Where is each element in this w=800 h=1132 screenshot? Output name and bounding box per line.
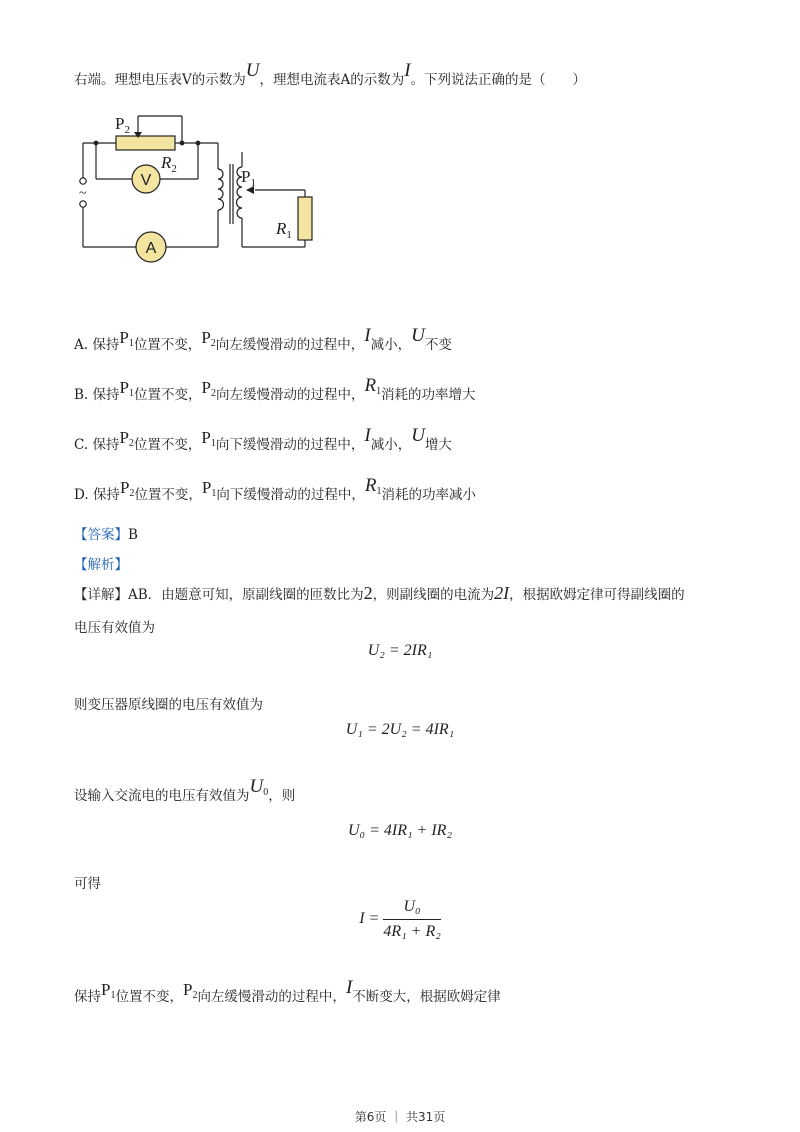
option-text: 位置不变， (133, 337, 202, 353)
symbol-u: U (411, 425, 425, 446)
equation-4 (0, 898, 800, 941)
detail-text: AB．由题意可知，原副线圈的匝数比为 (128, 587, 364, 603)
symbol-r1: $R_1$ (364, 475, 382, 497)
option-b (74, 375, 476, 405)
fraction (383, 898, 440, 941)
symbol-p: $P_2$ (182, 980, 198, 1001)
symbol-i: I (364, 325, 371, 346)
page-footer: 第6页 ｜ 共31页 (354, 1110, 446, 1124)
fraction-numerator: U₀ (383, 898, 440, 920)
option-text: 向左缓慢滑动的过程中， (215, 337, 365, 353)
intro-text-3: 。下列说法正确的是（ ） (410, 72, 587, 88)
detail-text: ，根据欧姆定律可得副线圈的 (509, 587, 685, 603)
option-c (74, 425, 452, 455)
label-p2: $P_2$ (115, 114, 130, 136)
option-text: 向下缓慢滑动的过程中， (215, 437, 365, 453)
detail-text: ，则副线圈的电流为 (372, 587, 495, 603)
option-text: 位置不变， (133, 437, 202, 453)
symbol-i: I (404, 60, 411, 81)
detail-text: 不断变大，根据欧姆定律 (352, 989, 501, 1005)
label-r1: $R_1$ (276, 219, 292, 241)
symbol-u: U (245, 60, 260, 81)
value-2i: 2I (494, 583, 510, 603)
detail-line-1 (74, 583, 685, 604)
answer-value: B (128, 527, 138, 543)
detail-text: 电压有效值为 (74, 620, 155, 636)
symbol-p: $P_1$ (101, 980, 116, 1001)
option-letter: C. (74, 437, 89, 453)
ac-terminal (80, 178, 86, 184)
junction-dot (180, 141, 185, 146)
symbol-u0: $U_0$ (249, 776, 269, 798)
detail-line-6 (74, 977, 501, 1007)
label-voltmeter: V (140, 172, 152, 189)
detail-line-3 (74, 693, 263, 713)
detail-line-2 (74, 616, 155, 636)
symbol-p: $P_1$ (201, 428, 216, 449)
label-r2: $R_2$ (161, 153, 177, 175)
option-text: 位置不变， (134, 487, 202, 503)
analysis-line (74, 553, 128, 573)
option-text: 不变 (424, 337, 452, 353)
label-p1: $P_1$ (241, 167, 256, 189)
option-text: 向左缓慢滑动的过程中， (215, 387, 365, 403)
option-text: 向下缓慢滑动的过程中， (216, 487, 365, 503)
label-ammeter: A (145, 240, 157, 257)
option-a (74, 325, 452, 355)
symbol-p: $P_2$ (119, 478, 135, 499)
detail-tag: 【详解】 (74, 587, 128, 603)
detail-text: 向左缓慢滑动的过程中， (197, 989, 346, 1005)
option-letter: B. (74, 387, 89, 403)
circuit-diagram (70, 112, 330, 282)
option-letter: A. (74, 337, 89, 353)
option-text: 增大 (424, 437, 452, 453)
equation-1 (0, 642, 800, 660)
option-d (74, 475, 476, 505)
symbol-r1: $R_1$ (364, 375, 382, 397)
detail-text: 设输入交流电的电压有效值为 (74, 788, 250, 804)
equation-lhs: I = (359, 910, 380, 928)
equation-3 (0, 822, 800, 840)
ac-terminal (80, 201, 86, 207)
equation-text: U₂ = 2IR₁ (367, 642, 433, 659)
symbol-u: U (411, 325, 425, 346)
symbol-p: $P_1$ (119, 378, 134, 399)
ac-symbol: ~ (79, 186, 87, 201)
analysis-tag: 【解析】 (74, 557, 128, 573)
detail-text: 位置不变， (115, 989, 183, 1005)
detail-text: 保持 (74, 989, 101, 1005)
detail-line-5 (74, 872, 101, 892)
option-text: 保持 (92, 487, 120, 503)
symbol-p: $P_2$ (201, 378, 216, 399)
option-text: 保持 (92, 387, 120, 403)
equation-2 (0, 721, 800, 739)
resistor-r1 (298, 197, 312, 240)
intro-text-2: ，理想电流表A的示数为 (259, 72, 405, 88)
resistor-r2 (116, 136, 175, 150)
option-text: 消耗的功率减小 (381, 487, 476, 503)
answer-tag: 【答案】 (74, 527, 128, 543)
junction-dot (94, 141, 99, 146)
option-text: 减小， (370, 337, 412, 353)
option-text: 减小， (370, 437, 412, 453)
primary-coil (218, 169, 224, 210)
option-text: 保持 (92, 437, 120, 453)
equation-text: U₀ = 4IR₁ + IR₂ (347, 822, 453, 839)
junction-dot (196, 141, 201, 146)
symbol-p: $P_1$ (119, 328, 134, 349)
detail-line-4 (74, 776, 296, 806)
symbol-p: $P_2$ (119, 428, 134, 449)
fraction-denominator: 4R₁ + R₂ (383, 923, 441, 940)
intro-text-1: 右端。理想电压表V的示数为 (74, 72, 246, 88)
symbol-i: I (364, 425, 371, 446)
option-letter: D. (74, 487, 89, 503)
symbol-i: I (345, 977, 353, 998)
detail-text: 可得 (74, 876, 101, 892)
detail-text: 则变压器原线圈的电压有效值为 (74, 697, 263, 713)
question-intro (74, 60, 587, 90)
symbol-p: $P_2$ (201, 328, 216, 349)
option-text: 保持 (92, 337, 120, 353)
option-text: 消耗的功率增大 (381, 387, 476, 403)
option-text: 位置不变， (133, 387, 202, 403)
value-2: 2 (363, 583, 373, 603)
answer-line (74, 523, 138, 543)
equation-text: U₁ = 2U₂ = 4IR₁ (345, 721, 455, 738)
detail-text: ，则 (268, 788, 296, 804)
symbol-p: $P_1$ (201, 478, 217, 499)
